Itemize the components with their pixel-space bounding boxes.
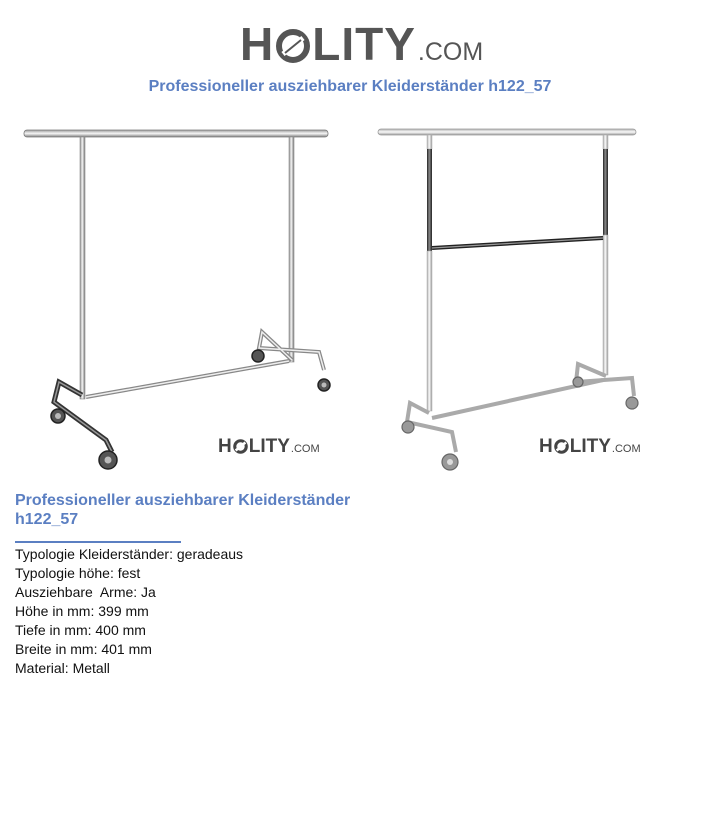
watermark-o-mark-icon: [233, 439, 248, 454]
watermark-text-lity: LITY: [248, 436, 290, 457]
product-image-double-rail: [370, 120, 700, 480]
watermark-text-com: .COM: [290, 443, 320, 455]
spec-item: Tiefe in mm: 400 mm: [15, 622, 146, 638]
logo-text-lity: LITY: [312, 18, 416, 70]
logo-text-com: .COM: [417, 38, 484, 66]
logo-text-h: H: [240, 18, 275, 70]
section-title: Professioneller ausziehbarer Kleiderständer h122_57: [15, 492, 351, 528]
spec-item: Material: Metall: [15, 660, 110, 676]
logo-o-mark-icon: [276, 29, 310, 63]
spec-item: Typologie Kleiderständer: geradeaus: [15, 546, 244, 562]
spec-item: Ausziehbare Arme: Ja: [15, 584, 156, 600]
spec-item: Höhe in mm: 399 mm: [15, 603, 149, 619]
title-underline: [15, 541, 181, 543]
holity-logo: [240, 18, 484, 70]
watermark-logo-right: [539, 437, 641, 456]
watermark-text-lity: LITY: [569, 436, 611, 457]
watermark-o-mark-icon: [554, 439, 569, 454]
watermark-text-h: H: [539, 436, 553, 457]
product-image-single-rail: [14, 120, 344, 480]
spec-item: Typologie höhe: fest: [15, 565, 141, 581]
spec-item: Breite in mm: 401 mm: [15, 641, 152, 657]
page-title: Professioneller ausziehbarer Kleiderständer h122_57: [148, 78, 552, 95]
spec-list: [15, 545, 243, 678]
watermark-logo-left: [218, 437, 320, 456]
watermark-text-com: .COM: [611, 443, 641, 455]
watermark-text-h: H: [218, 436, 232, 457]
